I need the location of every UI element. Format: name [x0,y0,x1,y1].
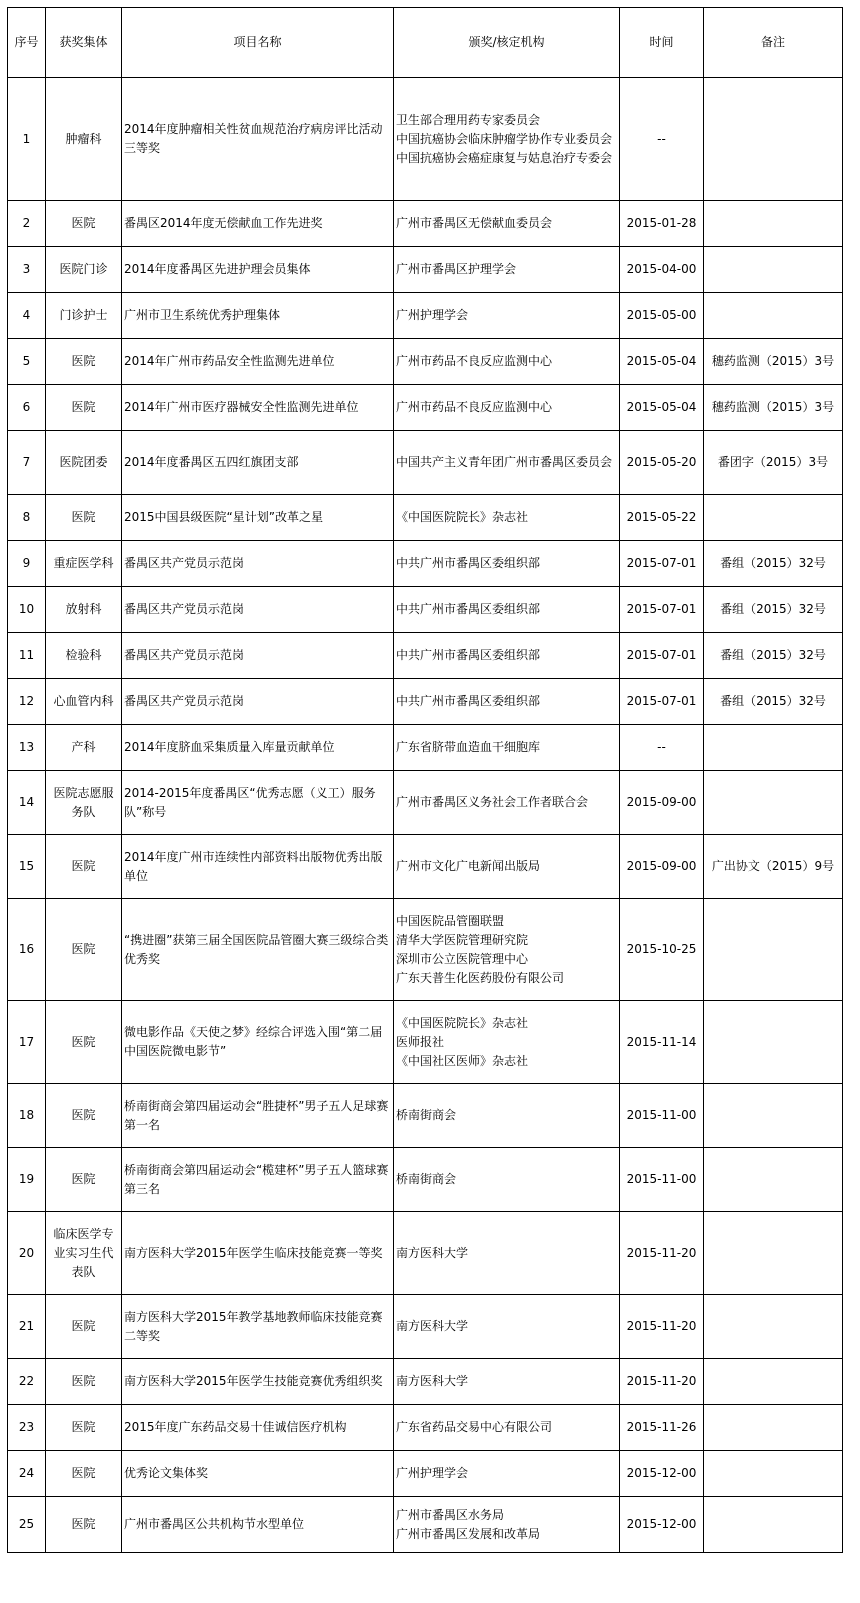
header-date: 时间 [620,8,704,78]
cell-date: 2015-05-04 [620,385,704,431]
cell-project: 2015中国县级医院“星计划”改革之星 [122,495,394,541]
table-row [8,431,843,495]
cell-team: 放射科 [46,587,122,633]
cell-date: 2015-05-20 [620,431,704,495]
table-row [8,1212,843,1295]
cell-no: 19 [8,1148,46,1212]
cell-project: 2014-2015年度番禺区“优秀志愿（义工）服务队”称号 [122,771,394,835]
cell-project: “携进圈”获第三届全国医院品管圈大赛三级综合类优秀奖 [122,899,394,1001]
cell-org: 南方医科大学 [394,1212,620,1295]
cell-team: 产科 [46,725,122,771]
table-row [8,293,843,339]
table-row [8,78,843,201]
cell-project: 2014年度肿瘤相关性贫血规范治疗病房评比活动三等奖 [122,78,394,201]
cell-org: 中共广州市番禺区委组织部 [394,633,620,679]
cell-org: 广州市番禺区无偿献血委员会 [394,201,620,247]
cell-date: 2015-07-01 [620,541,704,587]
cell-note: 广出协文（2015）9号 [704,835,843,899]
table-row [8,1359,843,1405]
cell-no: 17 [8,1001,46,1084]
cell-org: 广东省药品交易中心有限公司 [394,1405,620,1451]
cell-org: 桥南街商会 [394,1084,620,1148]
cell-org: 广州市药品不良反应监测中心 [394,339,620,385]
cell-org: 广州护理学会 [394,1451,620,1497]
cell-project: 番禺区共产党员示范岗 [122,587,394,633]
cell-no: 2 [8,201,46,247]
header-org: 颁奖/核定机构 [394,8,620,78]
cell-project: 番禺区共产党员示范岗 [122,633,394,679]
cell-org: 广州市番禺区义务社会工作者联合会 [394,771,620,835]
cell-team: 医院 [46,835,122,899]
cell-date: 2015-11-20 [620,1212,704,1295]
cell-no: 6 [8,385,46,431]
table-row [8,1497,843,1553]
table-row [8,495,843,541]
cell-org: 广东省脐带血造血干细胞库 [394,725,620,771]
cell-project: 桥南街商会第四届运动会“胜捷杯”男子五人足球赛第一名 [122,1084,394,1148]
cell-no: 16 [8,899,46,1001]
table-body [8,78,843,1553]
table-row [8,587,843,633]
cell-org: 卫生部合理用药专家委员会 中国抗癌协会临床肿瘤学协作专业委员会 中国抗癌协会癌症康复与姑息治疗专委会 [394,78,620,201]
table-row [8,1001,843,1084]
cell-team: 门诊护士 [46,293,122,339]
cell-no: 5 [8,339,46,385]
cell-team: 医院 [46,1359,122,1405]
cell-team: 医院 [46,899,122,1001]
cell-note: 番团字（2015）3号 [704,431,843,495]
cell-note [704,293,843,339]
cell-no: 24 [8,1451,46,1497]
cell-date: 2015-09-00 [620,771,704,835]
cell-team: 医院 [46,495,122,541]
cell-note [704,201,843,247]
header-row [8,8,843,78]
cell-note [704,1001,843,1084]
cell-note [704,1212,843,1295]
cell-org: 广州护理学会 [394,293,620,339]
cell-note [704,1084,843,1148]
cell-team: 医院志愿服务队 [46,771,122,835]
table-row [8,541,843,587]
cell-org: 南方医科大学 [394,1295,620,1359]
cell-org: 中国共产主义青年团广州市番禺区委员会 [394,431,620,495]
cell-note [704,1359,843,1405]
cell-project: 微电影作品《天使之梦》经综合评选入围“第二届中国医院微电影节” [122,1001,394,1084]
cell-date: 2015-11-26 [620,1405,704,1451]
cell-org: 广州市番禺区水务局 广州市番禺区发展和改革局 [394,1497,620,1553]
cell-no: 13 [8,725,46,771]
cell-team: 医院 [46,1148,122,1212]
cell-project: 优秀论文集体奖 [122,1451,394,1497]
table-row [8,771,843,835]
cell-note [704,1405,843,1451]
cell-team: 医院团委 [46,431,122,495]
cell-no: 1 [8,78,46,201]
cell-date: 2015-07-01 [620,679,704,725]
cell-project: 2014年度番禺区五四红旗团支部 [122,431,394,495]
cell-date: 2015-11-00 [620,1084,704,1148]
cell-note: 番组（2015）32号 [704,679,843,725]
table-row [8,679,843,725]
cell-no: 21 [8,1295,46,1359]
cell-org: 《中国医院院长》杂志社 医师报社 《中国社区医师》杂志社 [394,1001,620,1084]
header-team: 获奖集体 [46,8,122,78]
cell-note: 番组（2015）32号 [704,587,843,633]
cell-project: 南方医科大学2015年医学生技能竞赛优秀组织奖 [122,1359,394,1405]
cell-team: 临床医学专业实习生代表队 [46,1212,122,1295]
cell-no: 7 [8,431,46,495]
cell-team: 肿瘤科 [46,78,122,201]
cell-team: 医院 [46,1001,122,1084]
cell-project: 番禺区共产党员示范岗 [122,541,394,587]
cell-team: 医院门诊 [46,247,122,293]
cell-project: 南方医科大学2015年医学生临床技能竞赛一等奖 [122,1212,394,1295]
cell-org: 桥南街商会 [394,1148,620,1212]
table-row [8,835,843,899]
cell-date: -- [620,725,704,771]
table-row [8,1084,843,1148]
cell-date: 2015-07-01 [620,633,704,679]
cell-no: 22 [8,1359,46,1405]
cell-no: 9 [8,541,46,587]
cell-date: 2015-11-20 [620,1295,704,1359]
cell-date: 2015-05-22 [620,495,704,541]
table-row [8,1295,843,1359]
cell-org: 中共广州市番禺区委组织部 [394,679,620,725]
cell-date: 2015-05-00 [620,293,704,339]
cell-team: 医院 [46,1497,122,1553]
cell-date: 2015-11-00 [620,1148,704,1212]
cell-team: 重症医学科 [46,541,122,587]
cell-no: 25 [8,1497,46,1553]
cell-date: 2015-05-04 [620,339,704,385]
header-no: 序号 [8,8,46,78]
cell-org: 《中国医院院长》杂志社 [394,495,620,541]
cell-note [704,1148,843,1212]
cell-date: 2015-12-00 [620,1497,704,1553]
cell-no: 3 [8,247,46,293]
cell-org: 广州市番禺区护理学会 [394,247,620,293]
table-row [8,1148,843,1212]
table-row [8,1405,843,1451]
cell-note [704,771,843,835]
cell-org: 中共广州市番禺区委组织部 [394,587,620,633]
table-row [8,1451,843,1497]
cell-team: 医院 [46,201,122,247]
cell-note: 穗药监测（2015）3号 [704,385,843,431]
cell-date: 2015-11-14 [620,1001,704,1084]
cell-note [704,247,843,293]
cell-no: 8 [8,495,46,541]
table-row [8,385,843,431]
cell-date: 2015-07-01 [620,587,704,633]
cell-no: 12 [8,679,46,725]
cell-project: 2014年度广州市连续性内部资料出版物优秀出版单位 [122,835,394,899]
cell-note [704,495,843,541]
cell-no: 10 [8,587,46,633]
cell-date: 2015-11-20 [620,1359,704,1405]
table-row [8,633,843,679]
cell-note: 穗药监测（2015）3号 [704,339,843,385]
header-note: 备注 [704,8,843,78]
table-row [8,247,843,293]
cell-project: 番禺区2014年度无偿献血工作先进奖 [122,201,394,247]
cell-project: 2014年度番禺区先进护理会员集体 [122,247,394,293]
cell-project: 2015年度广东药品交易十佳诚信医疗机构 [122,1405,394,1451]
cell-org: 广州市文化广电新闻出版局 [394,835,620,899]
cell-org: 中国医院品管圈联盟 清华大学医院管理研究院 深圳市公立医院管理中心 广东天普生化医药股份有限公司 [394,899,620,1001]
cell-note [704,899,843,1001]
cell-date: 2015-04-00 [620,247,704,293]
cell-org: 南方医科大学 [394,1359,620,1405]
cell-no: 4 [8,293,46,339]
cell-date: -- [620,78,704,201]
cell-project: 2014年广州市医疗器械安全性监测先进单位 [122,385,394,431]
cell-date: 2015-12-00 [620,1451,704,1497]
cell-no: 20 [8,1212,46,1295]
cell-note [704,1295,843,1359]
cell-note [704,78,843,201]
cell-team: 医院 [46,1451,122,1497]
cell-project: 广州市卫生系统优秀护理集体 [122,293,394,339]
table-row [8,339,843,385]
cell-no: 14 [8,771,46,835]
cell-note: 番组（2015）32号 [704,541,843,587]
header-project: 项目名称 [122,8,394,78]
awards-table [7,7,843,1553]
cell-note [704,1451,843,1497]
cell-note: 番组（2015）32号 [704,633,843,679]
cell-no: 15 [8,835,46,899]
cell-project: 2014年广州市药品安全性监测先进单位 [122,339,394,385]
cell-team: 心血管内科 [46,679,122,725]
cell-no: 23 [8,1405,46,1451]
cell-team: 医院 [46,385,122,431]
cell-project: 桥南街商会第四届运动会“榄建杯”男子五人篮球赛第三名 [122,1148,394,1212]
table-row [8,201,843,247]
cell-date: 2015-01-28 [620,201,704,247]
cell-date: 2015-09-00 [620,835,704,899]
cell-project: 南方医科大学2015年教学基地教师临床技能竞赛二等奖 [122,1295,394,1359]
cell-org: 广州市药品不良反应监测中心 [394,385,620,431]
cell-project: 广州市番禺区公共机构节水型单位 [122,1497,394,1553]
table-row [8,725,843,771]
cell-team: 医院 [46,1084,122,1148]
cell-note [704,725,843,771]
cell-project: 2014年度脐血采集质量入库量贡献单位 [122,725,394,771]
cell-no: 11 [8,633,46,679]
cell-team: 医院 [46,339,122,385]
cell-project: 番禺区共产党员示范岗 [122,679,394,725]
cell-note [704,1497,843,1553]
cell-date: 2015-10-25 [620,899,704,1001]
cell-team: 检验科 [46,633,122,679]
cell-team: 医院 [46,1405,122,1451]
cell-no: 18 [8,1084,46,1148]
cell-org: 中共广州市番禺区委组织部 [394,541,620,587]
table-row [8,899,843,1001]
cell-team: 医院 [46,1295,122,1359]
